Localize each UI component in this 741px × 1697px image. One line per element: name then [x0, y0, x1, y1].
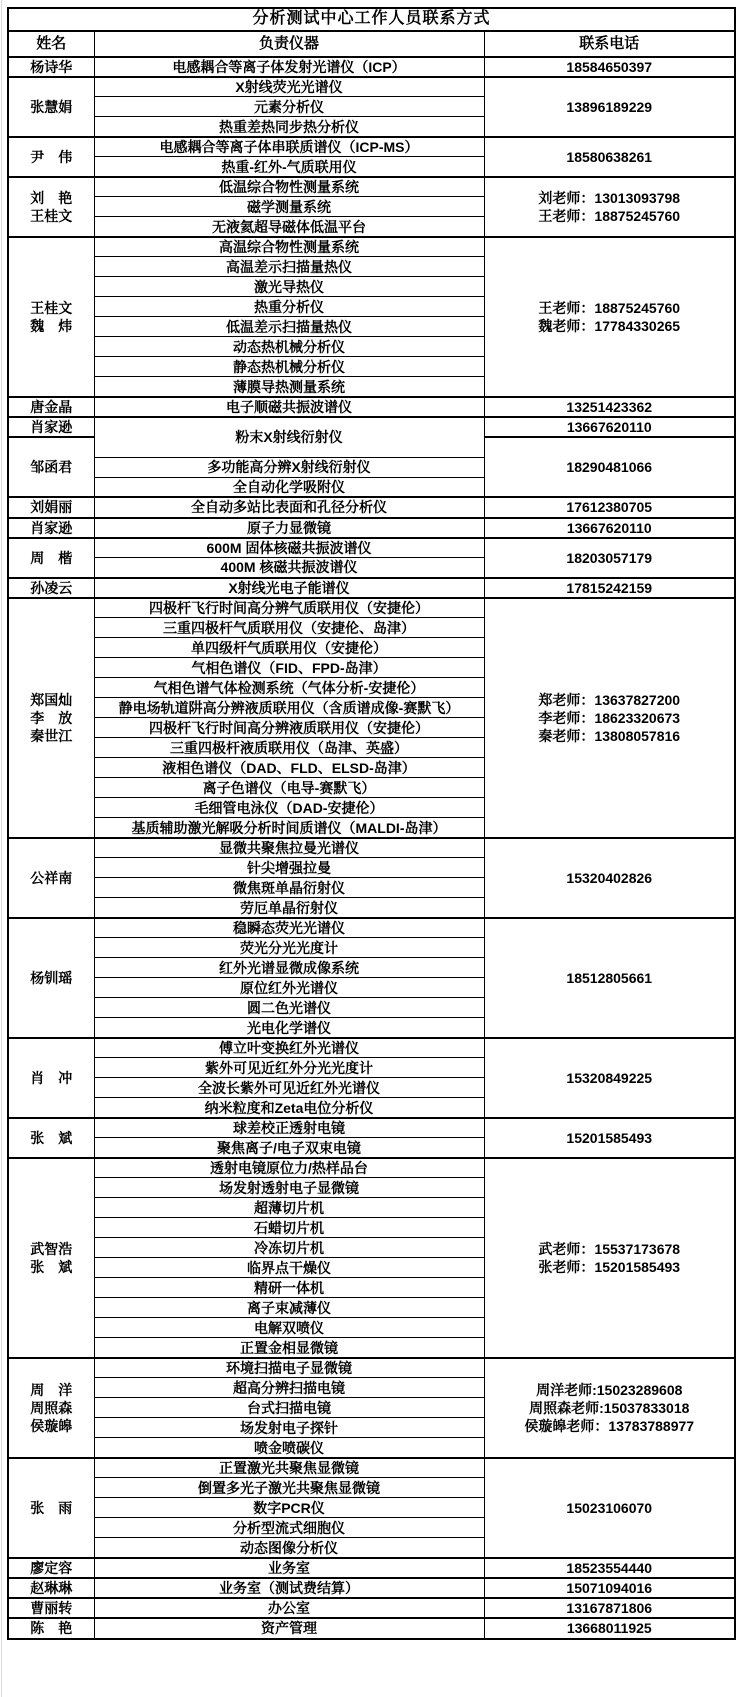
table-row [8, 1598, 735, 1618]
instrument-cell: 热重-红外-气质联用仪 [94, 157, 484, 177]
phone-cell: 18584650397 [484, 57, 735, 77]
column-header-name: 姓名 [8, 31, 94, 57]
name-cell: 唐金晶 [8, 397, 94, 417]
phone-cell: 15320849225 [484, 1038, 735, 1118]
table-row [8, 538, 735, 558]
table-row [8, 578, 735, 598]
instrument-cell: 聚焦离子/电子双束电镜 [94, 1138, 484, 1158]
instrument-cell: 石蜡切片机 [94, 1218, 484, 1238]
instrument-cell: 高温差示扫描量热仪 [94, 257, 484, 277]
name-cell: 邹函君 [8, 437, 94, 497]
phone-cell: 郑老师：13637827200 李老师：18623320673 秦老师：13808057816 [484, 598, 735, 838]
instrument-cell: 数字PCR仪 [94, 1498, 484, 1518]
name-cell: 孙凌云 [8, 578, 94, 598]
instrument-cell: 场发射透射电子显微镜 [94, 1178, 484, 1198]
instrument-cell: 环境扫描电子显微镜 [94, 1358, 484, 1378]
page-title: 分析测试中心工作人员联系方式 [8, 8, 735, 31]
instrument-cell: 纳米粒度和Zeta电位分析仪 [94, 1098, 484, 1118]
name-cell: 赵琳琳 [8, 1578, 94, 1598]
name-cell: 刘娟丽 [8, 497, 94, 517]
instrument-cell: 气相色谱仪（FID、FPD-岛津） [94, 658, 484, 678]
name-cell: 王桂文 魏 炜 [8, 237, 94, 397]
instrument-cell: 气相色谱气体检测系统（气体分析-安捷伦） [94, 678, 484, 698]
name-cell: 杨钏瑶 [8, 918, 94, 1038]
contact-table-body [8, 57, 735, 1639]
instrument-cell: X射线荧光光谱仪 [94, 77, 484, 97]
name-cell: 肖家逊 [8, 417, 94, 437]
instrument-cell: 原位红外光谱仪 [94, 978, 484, 998]
phone-cell: 17612380705 [484, 497, 735, 517]
name-cell: 周 楷 [8, 538, 94, 578]
instrument-cell: 单四级杆气质联用仪（安捷伦） [94, 638, 484, 658]
instrument-cell: 稳瞬态荧光光谱仪 [94, 918, 484, 938]
table-row [8, 1118, 735, 1138]
instrument-cell: 原子力显微镜 [94, 518, 484, 538]
phone-cell: 13251423362 [484, 397, 735, 417]
instrument-cell: 精研一体机 [94, 1278, 484, 1298]
name-cell: 曹丽转 [8, 1598, 94, 1618]
instrument-cell: 400M 核磁共振波谱仪 [94, 558, 484, 578]
instrument-cell: 电感耦合等离子体发射光谱仪（ICP） [94, 57, 484, 77]
phone-cell: 13167871806 [484, 1598, 735, 1618]
name-cell: 陈 艳 [8, 1618, 94, 1638]
table-row [8, 177, 735, 197]
instrument-cell: 三重四极杆液质联用仪（岛津、英盛） [94, 738, 484, 758]
phone-cell: 武老师：15537173678 张老师：15201585493 [484, 1158, 735, 1358]
instrument-cell: 离子色谱仪（电导-赛默飞） [94, 778, 484, 798]
instrument-cell: 紫外可见近红外分光光度计 [94, 1058, 484, 1078]
instrument-cell: 冷冻切片机 [94, 1238, 484, 1258]
name-cell: 武智浩 张 斌 [8, 1158, 94, 1358]
instrument-cell: 荧光分光光度计 [94, 938, 484, 958]
name-cell: 杨诗华 [8, 57, 94, 77]
instrument-cell: 基质辅助激光解吸分析时间质谱仪（MALDI-岛津） [94, 818, 484, 838]
phone-cell: 13896189229 [484, 77, 735, 137]
name-cell: 肖 冲 [8, 1038, 94, 1118]
table-row [8, 598, 735, 618]
instrument-cell: 电感耦合等离子体串联质谱仪（ICP-MS） [94, 137, 484, 157]
table-row [8, 918, 735, 938]
table-row [8, 1618, 735, 1638]
name-cell: 公祥南 [8, 838, 94, 918]
name-cell: 廖定容 [8, 1558, 94, 1578]
phone-cell: 周洋老师:15023289608 周照森老师:15037833018 侯璇皞老师：13783788977 [484, 1358, 735, 1458]
instrument-cell: 全自动化学吸附仪 [94, 477, 484, 497]
instrument-cell: 红外光谱显微成像系统 [94, 958, 484, 978]
instrument-cell: 电解双喷仪 [94, 1318, 484, 1338]
table-row [8, 1038, 735, 1058]
phone-cell: 18203057179 [484, 538, 735, 578]
instrument-cell: 光电化学谱仪 [94, 1018, 484, 1038]
instrument-cell: 喷金喷碳仪 [94, 1438, 484, 1458]
instrument-cell: 粉末X射线衍射仪 [94, 417, 484, 457]
instrument-cell: 四极杆飞行时间高分辨气质联用仪（安捷伦） [94, 598, 484, 618]
instrument-cell: 热重分析仪 [94, 297, 484, 317]
instrument-cell: 场发射电子探针 [94, 1418, 484, 1438]
table-row [8, 838, 735, 858]
instrument-cell: 微焦斑单晶衍射仪 [94, 878, 484, 898]
table-row [8, 57, 735, 77]
column-header-instrument: 负责仪器 [94, 31, 484, 57]
phone-cell: 15071094016 [484, 1578, 735, 1598]
instrument-cell: 全自动多站比表面和孔径分析仪 [94, 497, 484, 517]
name-cell: 周 洋 周照森 侯璇皞 [8, 1358, 94, 1458]
table-row [8, 417, 735, 437]
instrument-cell: 傅立叶变换红外光谱仪 [94, 1038, 484, 1058]
table-row [8, 137, 735, 157]
name-cell: 郑国灿 李 放 秦世江 [8, 598, 94, 838]
name-cell: 张慧娟 [8, 77, 94, 137]
phone-cell: 18523554440 [484, 1558, 735, 1578]
table-row [8, 397, 735, 417]
instrument-cell: 低温综合物性测量系统 [94, 177, 484, 197]
instrument-cell: 分析型流式细胞仪 [94, 1518, 484, 1538]
instrument-cell: 业务室 [94, 1558, 484, 1578]
name-cell: 刘 艳 王桂文 [8, 177, 94, 237]
instrument-cell: 元素分析仪 [94, 97, 484, 117]
instrument-cell: 劳厄单晶衍射仪 [94, 898, 484, 918]
table-row [8, 1458, 735, 1478]
instrument-cell: 动态热机械分析仪 [94, 337, 484, 357]
phone-cell: 18580638261 [484, 137, 735, 177]
contact-table [7, 7, 736, 1640]
instrument-cell: 液相色谱仪（DAD、FLD、ELSD-岛津） [94, 758, 484, 778]
instrument-cell: 四极杆飞行时间高分辨液质联用仪（安捷伦） [94, 718, 484, 738]
instrument-cell: 台式扫描电镜 [94, 1398, 484, 1418]
instrument-cell: 临界点干燥仪 [94, 1258, 484, 1278]
instrument-cell: 无液氦超导磁体低温平台 [94, 217, 484, 237]
name-cell: 肖家逊 [8, 518, 94, 538]
instrument-cell: 三重四极杆气质联用仪（安捷伦、岛津） [94, 618, 484, 638]
instrument-cell: 静态热机械分析仪 [94, 357, 484, 377]
instrument-cell: 圆二色光谱仪 [94, 998, 484, 1018]
instrument-cell: 高温综合物性测量系统 [94, 237, 484, 257]
table-header-row [8, 31, 735, 57]
name-cell: 张 雨 [8, 1458, 94, 1558]
instrument-cell: 动态图像分析仪 [94, 1538, 484, 1558]
table-row [8, 237, 735, 257]
instrument-cell: 正置激光共聚焦显微镜 [94, 1458, 484, 1478]
instrument-cell: 显微共聚焦拉曼光谱仪 [94, 838, 484, 858]
instrument-cell: 超高分辨扫描电镜 [94, 1378, 484, 1398]
phone-cell: 15320402826 [484, 838, 735, 918]
instrument-cell: 毛细管电泳仪（DAD-安捷伦） [94, 798, 484, 818]
instrument-cell: 资产管理 [94, 1618, 484, 1638]
instrument-cell: 正置金相显微镜 [94, 1338, 484, 1358]
name-cell: 尹 伟 [8, 137, 94, 177]
phone-cell: 15023106070 [484, 1458, 735, 1558]
table-row [8, 1358, 735, 1378]
phone-cell: 17815242159 [484, 578, 735, 598]
instrument-cell: 薄膜导热测量系统 [94, 377, 484, 397]
instrument-cell: 超薄切片机 [94, 1198, 484, 1218]
table-row [8, 518, 735, 538]
instrument-cell: 600M 固体核磁共振波谱仪 [94, 538, 484, 558]
phone-cell: 13668011925 [484, 1618, 735, 1638]
instrument-cell: 磁学测量系统 [94, 197, 484, 217]
instrument-cell: 激光导热仪 [94, 277, 484, 297]
instrument-cell: 热重差热同步热分析仪 [94, 117, 484, 137]
phone-cell: 15201585493 [484, 1118, 735, 1158]
instrument-cell: 球差校正透射电镜 [94, 1118, 484, 1138]
table-title-row [8, 8, 735, 31]
instrument-cell: 透射电镜原位力/热样品台 [94, 1158, 484, 1178]
table-row [8, 1558, 735, 1578]
phone-cell: 18290481066 [484, 437, 735, 497]
page-edge-line [1, 0, 2, 1697]
phone-cell: 王老师：18875245760 魏老师：17784330265 [484, 237, 735, 397]
instrument-cell: 电子顺磁共振波谱仪 [94, 397, 484, 417]
instrument-cell: 离子束减薄仪 [94, 1298, 484, 1318]
table-row [8, 497, 735, 517]
instrument-cell: 业务室（测试费结算） [94, 1578, 484, 1598]
phone-cell: 13667620110 [484, 417, 735, 437]
phone-cell: 18512805661 [484, 918, 735, 1038]
instrument-cell: 多功能高分辨X射线衍射仪 [94, 457, 484, 477]
instrument-cell: 低温差示扫描量热仪 [94, 317, 484, 337]
instrument-cell: 针尖增强拉曼 [94, 858, 484, 878]
table-row [8, 1158, 735, 1178]
phone-cell: 刘老师：13013093798 王老师：18875245760 [484, 177, 735, 237]
table-row [8, 1578, 735, 1598]
column-header-phone: 联系电话 [484, 31, 735, 57]
instrument-cell: 倒置多光子激光共聚焦显微镜 [94, 1478, 484, 1498]
instrument-cell: 全波长紫外可见近红外光谱仪 [94, 1078, 484, 1098]
instrument-cell: 静电场轨道阱高分辨液质联用仪（含质谱成像-赛默飞） [94, 698, 484, 718]
instrument-cell: X射线光电子能谱仪 [94, 578, 484, 598]
table-row [8, 77, 735, 97]
name-cell: 张 斌 [8, 1118, 94, 1158]
instrument-cell: 办公室 [94, 1598, 484, 1618]
phone-cell: 13667620110 [484, 518, 735, 538]
